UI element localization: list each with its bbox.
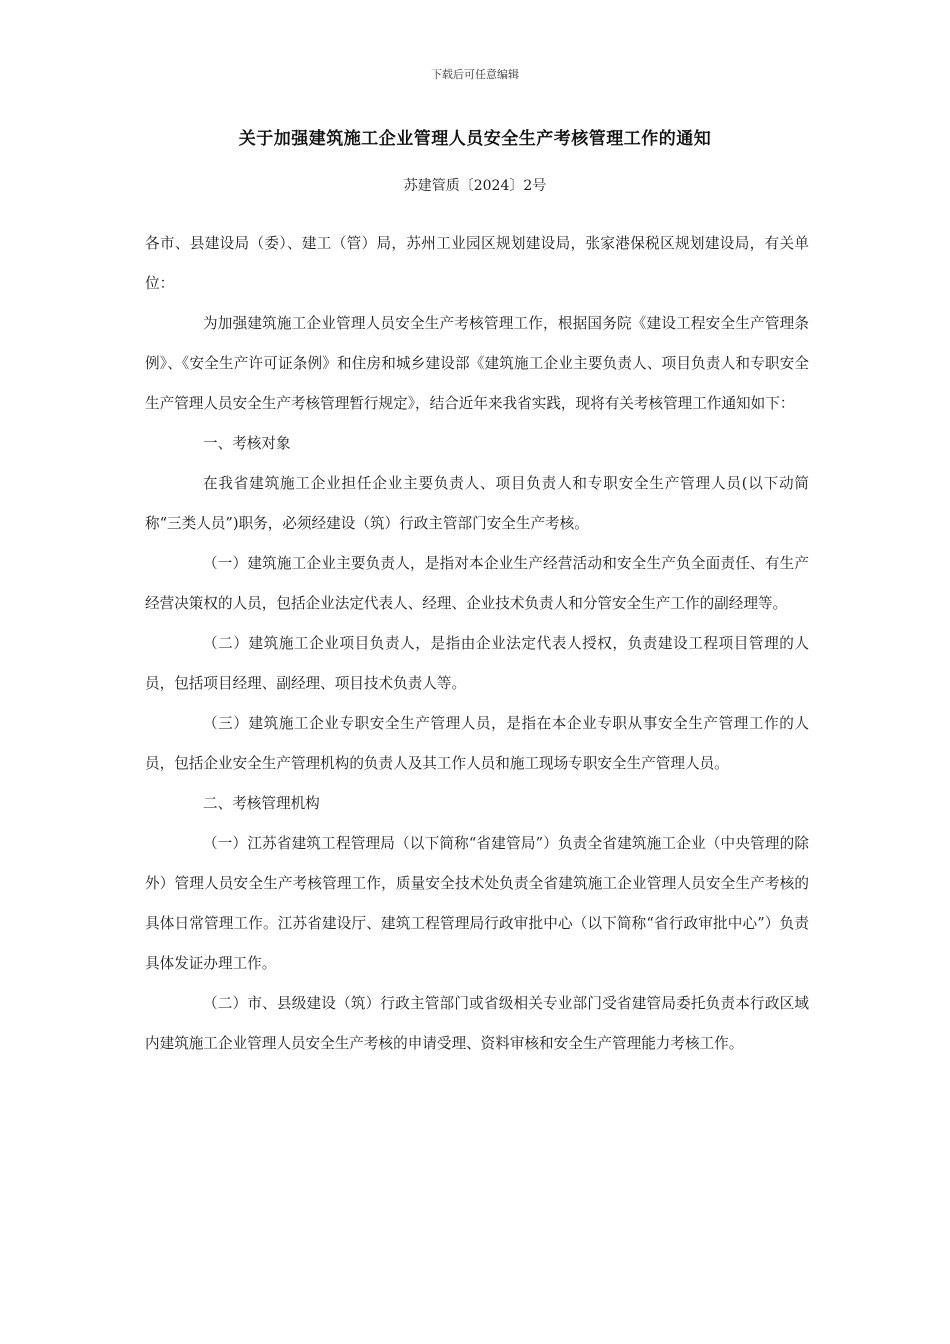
section-heading-1: 一、考核对象 — [203, 435, 291, 452]
paragraph-item-2-2: （二）市、县级建设（筑）行政主管部门或省级相关专业部门受省建管局委托负责本行政区域内建筑施工企业管理人员安全生产考核的申请受理、资料审核和安全生产管理能力考核工作。 — [145, 995, 809, 1052]
section-heading-2: 二、考核管理机构 — [203, 795, 320, 812]
document-title: 关于加强建筑施工企业管理人员安全生产考核管理工作的通知 — [238, 129, 712, 149]
document-body — [145, 224, 809, 1064]
paragraph-addressees: 各市、县建设局（委）、建工（管）局，苏州工业园区规划建设局，张家港保税区规划建设局，有关单位： — [145, 235, 809, 292]
paragraph-item-1-3: （三）建筑施工企业专职安全生产管理人员，是指在本企业专职从事安全生产管理工作的人员，包括企业安全生产管理机构的负责人及其工作人员和施工现场专职安全生产管理人员。 — [145, 715, 809, 772]
document-number: 苏建管质〔2024〕2号 — [403, 178, 547, 194]
paragraph-scope: 在我省建筑施工企业担任企业主要负责人、项目负责人和专职安全生产管理人员(以下动简称“三类人员”)职务，必须经建设（筑）行政主管部门安全生产考核。 — [145, 475, 809, 532]
paragraph-intro: 为加强建筑施工企业管理人员安全生产考核管理工作，根据国务院《建设工程安全生产管理条例》、《安全生产许可证条例》和住房和城乡建设部《建筑施工企业主要负责人、项目负责人和专职安全生产管理人员安全生产考核管理暂行规定》，结合近年来我省实践，现将有关考核管理工作通知如下： — [145, 315, 809, 412]
paragraph-item-2-1: （一）江苏省建筑工程管理局（以下简称“省建管局”）负责全省建筑施工企业（中央管理的除外）管理人员安全生产考核管理工作，质量安全技术处负责全省建筑施工企业管理人员安全生产考核的具体日常管理工作。江苏省建设厅、建筑工程管理局行政审批中心（以下简称“省行政审批中心”）负责具体发证办理工作。 — [145, 835, 809, 972]
paragraph-item-1-1: （一）建筑施工企业主要负责人，是指对本企业生产经营活动和安全生产负全面责任、有生产经营决策权的人员，包括企业法定代表人、经理、企业技术负责人和分管安全生产工作的副经理等。 — [145, 555, 809, 612]
paragraph-item-1-2: （二）建筑施工企业项目负责人，是指由企业法定代表人授权，负责建设工程项目管理的人员，包括项目经理、副经理、项目技术负责人等。 — [145, 635, 809, 692]
header-note: 下载后可任意编辑 — [431, 68, 519, 81]
